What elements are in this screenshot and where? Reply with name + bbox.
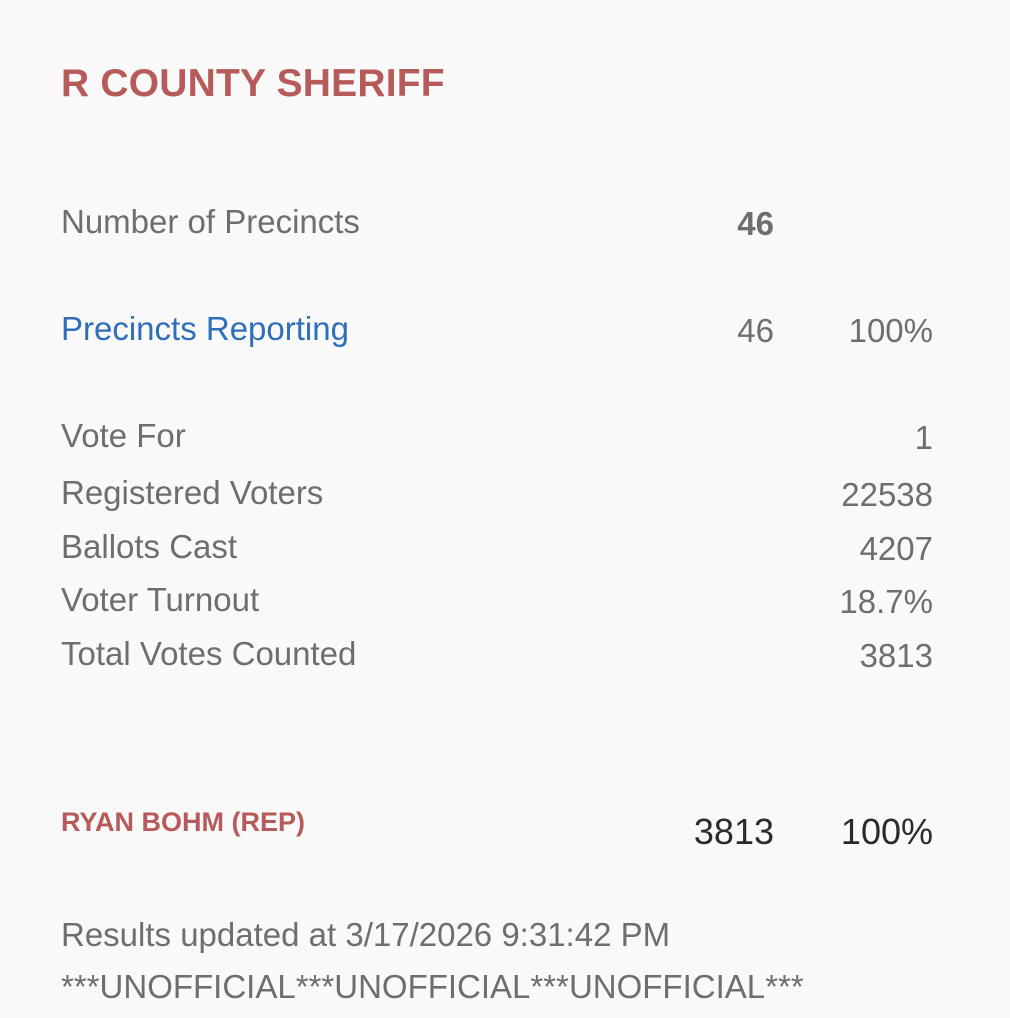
candidate-row	[61, 808, 933, 852]
stat-row-vote-for	[61, 414, 933, 458]
stat-value: 22538	[841, 476, 933, 513]
stat-value: 1	[914, 419, 933, 456]
candidate-votes: 3813	[693, 811, 774, 852]
stat-row-total-votes	[61, 632, 933, 676]
stat-label: Ballots Cast	[61, 528, 238, 565]
stat-row-ballots-cast	[61, 525, 933, 569]
stat-value: 3813	[859, 637, 933, 674]
stat-value: 4207	[859, 530, 933, 567]
stat-label: Total Votes Counted	[61, 635, 357, 672]
unofficial-notice: ***UNOFFICIAL***UNOFFICIAL***UNOFFICIAL***	[61, 968, 804, 1005]
race-title: R COUNTY SHERIFF	[61, 62, 445, 105]
results-updated-text: Results updated at 3/17/2026 9:31:42 PM	[61, 916, 671, 953]
stat-row-voter-turnout	[61, 578, 933, 622]
precincts-reporting-row	[61, 307, 933, 351]
precincts-number-value: 46	[737, 205, 774, 242]
precincts-number-label: Number of Precincts	[61, 203, 360, 240]
stat-value: 18.7%	[839, 583, 933, 620]
precincts-reporting-link[interactable]: Precincts Reporting	[61, 310, 349, 347]
stat-label: Vote For	[61, 417, 186, 454]
precincts-number-row	[61, 200, 933, 244]
candidate-name: RYAN BOHM (REP)	[61, 807, 306, 837]
precincts-reporting-value: 46	[737, 312, 774, 349]
candidate-percent: 100%	[840, 811, 933, 852]
stat-row-registered-voters	[61, 471, 933, 515]
stat-label: Voter Turnout	[61, 581, 260, 618]
stat-label: Registered Voters	[61, 474, 324, 511]
precincts-reporting-percent: 100%	[848, 312, 933, 349]
